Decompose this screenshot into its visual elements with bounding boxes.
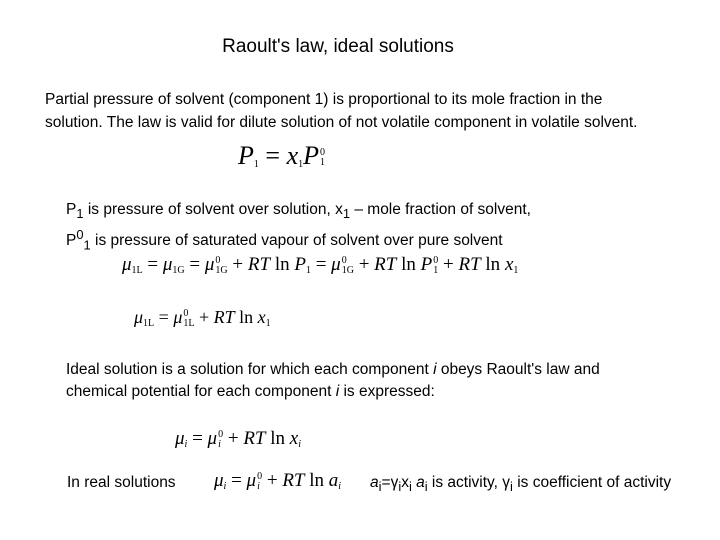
definition-line-2: $P^0_1$ is pressure of saturated vapour of solvent over pure solvent bbox=[66, 227, 503, 253]
real-solutions-label: In real solutions bbox=[67, 474, 176, 491]
ideal-line-1: Ideal solution is a solution for which each component i obeys Raoult's law and bbox=[66, 361, 600, 378]
chemical-potential-derivation: $\mu_{1L} = \mu_{1G} = \mu$ 0 1G + RT $\ln P_1 = \mu$ 0 1G + RT ln P 0 1 + RT $\ln x_1$ bbox=[122, 254, 519, 276]
activity-definition: $a_i=\gamma_ix_i$ $a_i$ is activity, $\gamma_i$ is coefficient of activity bbox=[370, 474, 672, 495]
ideal-solution-definition bbox=[66, 359, 600, 403]
ideal-component-potential: $\mu_i = \mu$ 0 i + RT $\ln x_i$ bbox=[175, 428, 301, 450]
ideal-solvent-potential: $\mu_{1L} = \mu$ 0 1L + RT $\ln x_1$ bbox=[134, 307, 271, 329]
definition-line-1: $P_1$ is pressure of solvent over solution, $x_1$ – mole fraction of solvent, bbox=[66, 201, 531, 222]
definitions-block bbox=[66, 199, 531, 255]
slide-title: Raoult's law, ideal solutions bbox=[222, 36, 454, 57]
real-component-potential: $\mu_i = \mu$ 0 i + RT $\ln a_i$ bbox=[214, 470, 342, 492]
raoult-equation: $P_1 = x_1P$ 0 1 bbox=[238, 141, 325, 170]
intro-line-1: Partial pressure of solvent (component 1) is proportional to its mole fraction in the bbox=[45, 91, 603, 108]
ideal-line-2: chemical potential for each component i is expressed: bbox=[66, 383, 435, 400]
intro-paragraph bbox=[45, 88, 638, 134]
intro-line-2: solution. The law is valid for dilute solution of not volatile component in volatile solvent. bbox=[45, 114, 638, 131]
